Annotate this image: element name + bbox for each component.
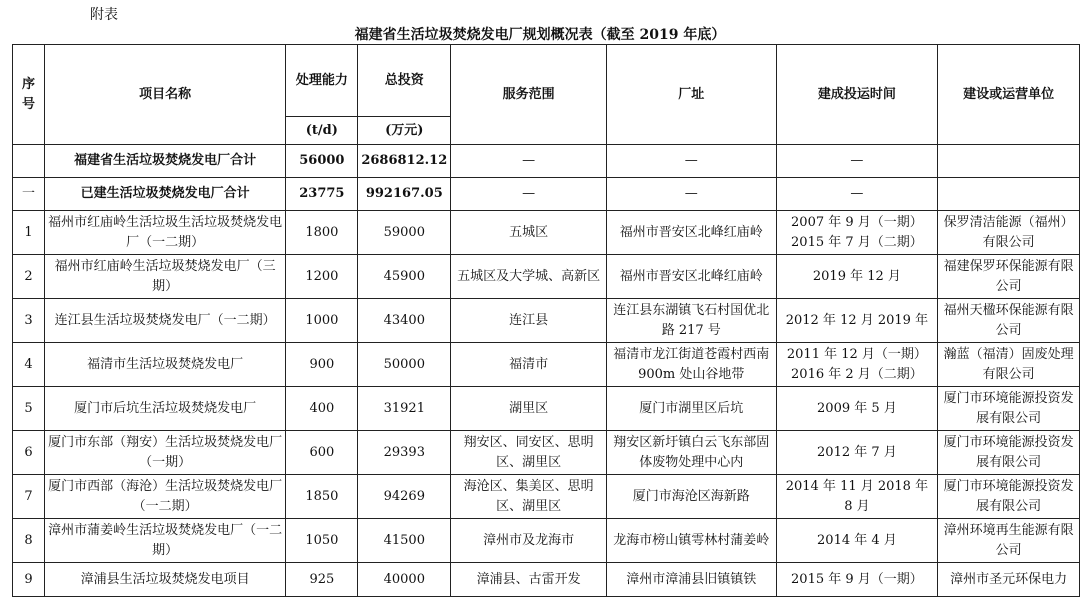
cell-investment: 992167.05 [358,178,451,211]
cell-no: 8 [13,519,45,563]
cell-name: 厦门市后坑生活垃圾焚烧发电厂 [44,387,285,431]
cell-site: 漳州市漳浦县旧镇镇铁 [606,563,776,597]
cell-operator: 福建保罗环保能源有限公司 [938,255,1080,299]
header-name: 项目名称 [44,45,285,145]
cell-operator: 厦门市环境能源投资发展有限公司 [938,431,1080,475]
cell-capacity: 1000 [286,299,358,343]
table-row [13,431,1080,475]
cell-site: 翔安区新圩镇白云飞东部固体废物处理中心内 [606,431,776,475]
cell-scope: 湖里区 [451,387,607,431]
cell-time: 2007 年 9 月（一期）2015 年 7 月（二期） [776,211,938,255]
header-investment-unit: (万元) [358,117,451,145]
cell-time: — [776,145,938,178]
header-investment: 总投资 [358,45,451,117]
table-row [13,299,1080,343]
cell-scope: 五城区及大学城、高新区 [451,255,607,299]
data-table [12,44,1080,597]
cell-scope: — [451,178,607,211]
cell-scope: 漳州市及龙海市 [451,519,607,563]
cell-scope: 连江县 [451,299,607,343]
cell-time: 2019 年 12 月 [776,255,938,299]
cell-time: 2011 年 12 月（一期）2016 年 2 月（二期） [776,343,938,387]
table-row [13,387,1080,431]
cell-name: 漳州市蒲姜岭生活垃圾焚烧发电厂（一二期） [44,519,285,563]
cell-investment: 31921 [358,387,451,431]
cell-site: 厦门市湖里区后坑 [606,387,776,431]
cell-time: — [776,178,938,211]
cell-investment: 41500 [358,519,451,563]
cell-site: 厦门市海沧区海新路 [606,475,776,519]
cell-name: 厦门市西部（海沧）生活垃圾焚烧发电厂（一二期） [44,475,285,519]
cell-investment: 59000 [358,211,451,255]
header-capacity-unit: (t/d) [286,117,358,145]
cell-name: 福州市红庙岭生活垃圾焚烧发电厂（三期） [44,255,285,299]
table-body [13,145,1080,597]
table-title: 福建省生活垃圾焚烧发电厂规划概况表（截至 2019 年底） [354,27,726,43]
table-row [13,343,1080,387]
cell-scope: 福清市 [451,343,607,387]
header-scope: 服务范围 [451,45,607,145]
cell-capacity: 600 [286,431,358,475]
cell-name: 漳浦县生活垃圾焚烧发电项目 [44,563,285,597]
cell-time: 2012 年 12 月 2019 年 [776,299,938,343]
cell-name: 福州市红庙岭生活垃圾生活垃圾焚烧发电厂（一二期） [44,211,285,255]
cell-no: 1 [13,211,45,255]
cell-name: 厦门市东部（翔安）生活垃圾焚烧发电厂（一期） [44,431,285,475]
table-row [13,255,1080,299]
cell-site: 福清市龙江街道苍霞村西南 900m 处山谷地带 [606,343,776,387]
cell-no: 一 [13,178,45,211]
cell-capacity: 56000 [286,145,358,178]
total-row [13,145,1080,178]
cell-site: 福州市晋安区北峰红庙岭 [606,255,776,299]
cell-time: 2009 年 5 月 [776,387,938,431]
cell-no: 5 [13,387,45,431]
cell-investment: 45900 [358,255,451,299]
cell-investment: 40000 [358,563,451,597]
cell-investment: 43400 [358,299,451,343]
cell-operator: 漳州市圣元环保电力 [938,563,1080,597]
cell-investment: 50000 [358,343,451,387]
cell-time: 2014 年 4 月 [776,519,938,563]
appendix-label: 附表 [90,7,118,23]
cell-capacity: 1050 [286,519,358,563]
cell-operator: 福州天楹环保能源有限公司 [938,299,1080,343]
cell-time: 2015 年 9 月（一期） [776,563,938,597]
cell-capacity: 925 [286,563,358,597]
cell-capacity: 1200 [286,255,358,299]
cell-time: 2012 年 7 月 [776,431,938,475]
cell-site: 连江县东湖镇飞石村国优北路 217 号 [606,299,776,343]
cell-site: — [606,145,776,178]
cell-name: 福清市生活垃圾焚烧发电厂 [44,343,285,387]
cell-scope: 漳浦县、古雷开发 [451,563,607,597]
cell-operator: 厦门市环境能源投资发展有限公司 [938,387,1080,431]
cell-investment: 29393 [358,431,451,475]
header-site: 厂址 [606,45,776,145]
cell-time: 2014 年 11 月 2018 年 8 月 [776,475,938,519]
cell-investment: 2686812.12 [358,145,451,178]
cell-name: 福建省生活垃圾焚烧发电厂合计 [44,145,285,178]
table-row [13,211,1080,255]
cell-no: 3 [13,299,45,343]
cell-capacity: 400 [286,387,358,431]
total-row [13,178,1080,211]
cell-site: — [606,178,776,211]
cell-scope: 五城区 [451,211,607,255]
cell-capacity: 900 [286,343,358,387]
cell-capacity: 1850 [286,475,358,519]
cell-operator [938,145,1080,178]
table-row [13,475,1080,519]
cell-scope: 海沧区、集美区、思明区、湖里区 [451,475,607,519]
table-row [13,519,1080,563]
cell-site: 福州市晋安区北峰红庙岭 [606,211,776,255]
header-operator: 建设或运营单位 [938,45,1080,145]
cell-operator: 保罗清洁能源（福州）有限公司 [938,211,1080,255]
cell-name: 已建生活垃圾焚烧发电厂合计 [44,178,285,211]
table-row [13,563,1080,597]
cell-site: 龙海市榜山镇雩林村蒲姜岭 [606,519,776,563]
cell-no: 9 [13,563,45,597]
cell-investment: 94269 [358,475,451,519]
cell-scope: — [451,145,607,178]
cell-operator: 厦门市环境能源投资发展有限公司 [938,475,1080,519]
cell-operator: 瀚蓝（福清）固废处理有限公司 [938,343,1080,387]
cell-operator [938,178,1080,211]
cell-no: 4 [13,343,45,387]
cell-scope: 翔安区、同安区、思明区、湖里区 [451,431,607,475]
header-capacity: 处理能力 [286,45,358,117]
cell-capacity: 1800 [286,211,358,255]
cell-capacity: 23775 [286,178,358,211]
cell-no [13,145,45,178]
cell-no: 2 [13,255,45,299]
cell-operator: 漳州环境再生能源有限公司 [938,519,1080,563]
header-no: 序号 [13,45,45,145]
cell-name: 连江县生活垃圾焚烧发电厂（一二期） [44,299,285,343]
cell-no: 7 [13,475,45,519]
cell-no: 6 [13,431,45,475]
header-time: 建成投运时间 [776,45,938,145]
